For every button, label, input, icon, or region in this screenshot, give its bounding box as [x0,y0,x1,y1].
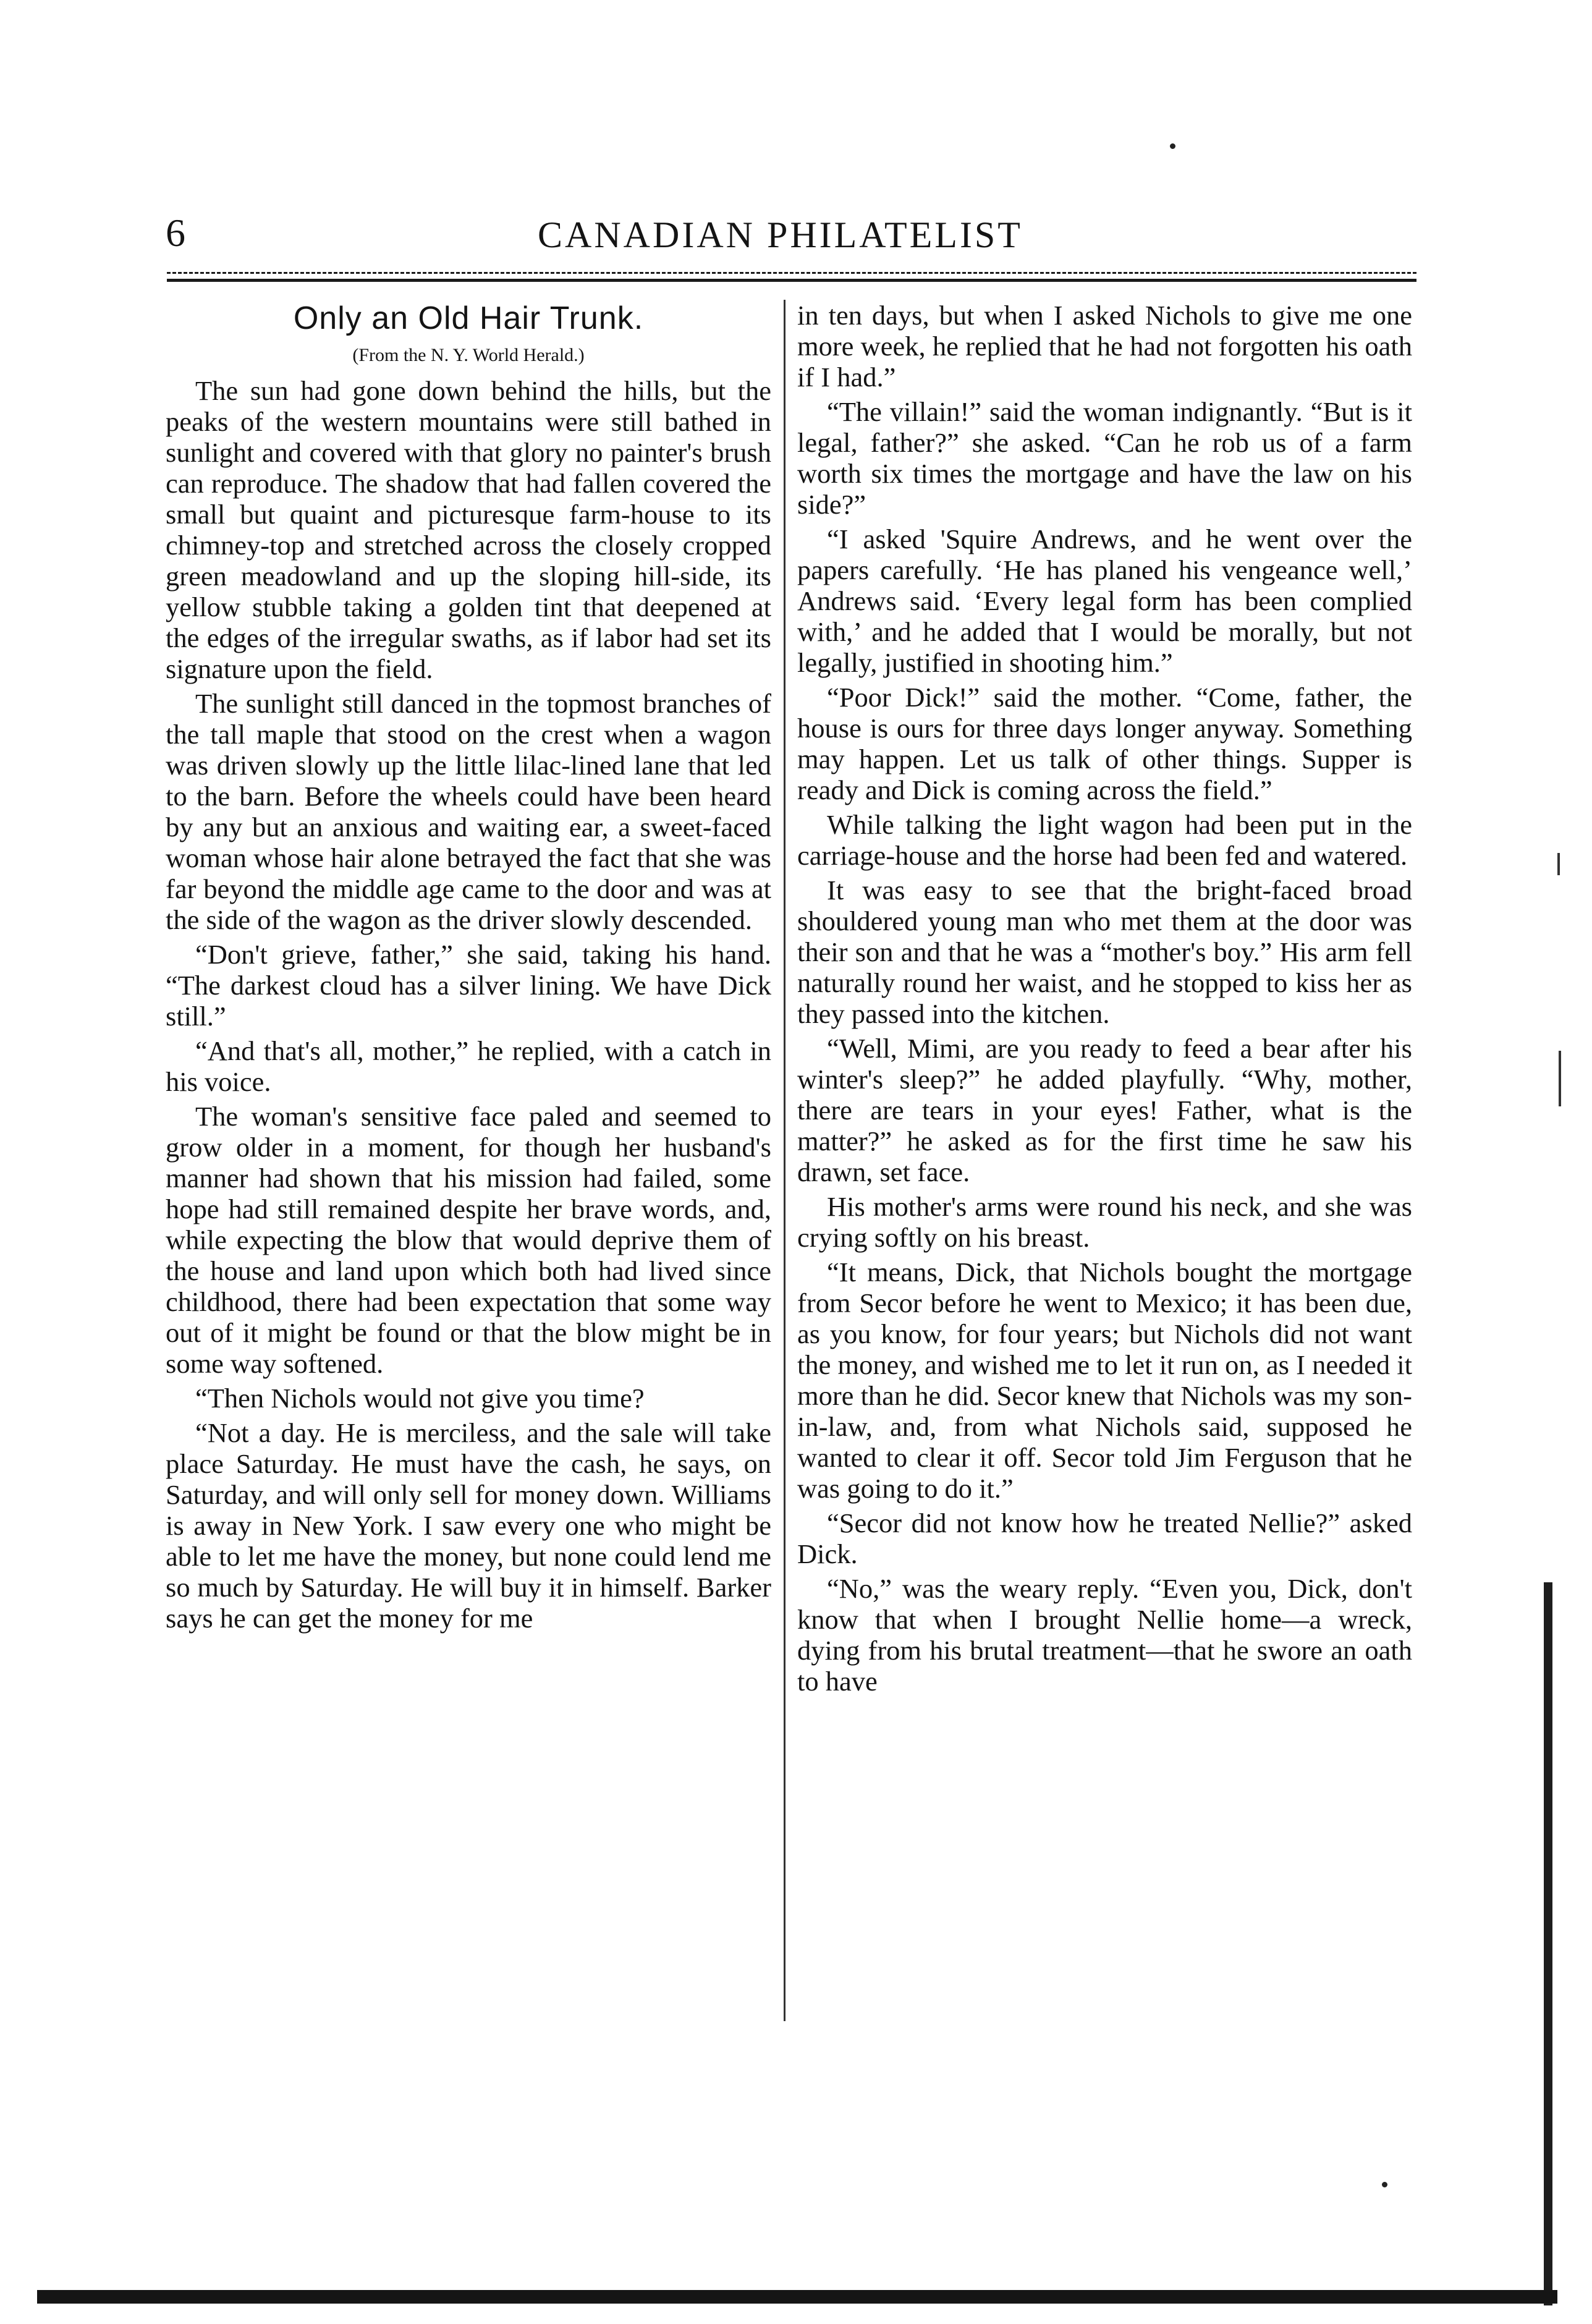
paragraph: “The villain!” said the woman indignantly. “But is it legal, father?” she asked. “Can he rob us of a farm worth six times the mortgage and have the law on his side?” [797,396,1412,520]
paragraph: “I asked 'Squire Andrews, and he went over the papers carefully. ‘He has planed his vengeance well,’ Andrews said. ‘Every legal form has been complied with,’ and he added that I would be morally, but not legally, justified in shooting him.” [797,524,1412,678]
scan-mark [1557,853,1560,875]
paragraph: “Then Nichols would not give you time? [195,1383,645,1414]
article-title: Only an Old Hair Trunk. [293,300,644,336]
paragraph: “Well, Mimi, are you ready to feed a bear after his winter's sleep?” he added playfully. “Why, mother, there are tears in your eyes! Father, what is the matter?” he asked as for the first time he saw his drawn, set face. [797,1033,1412,1187]
article-source: (From the N. Y. World Herald.) [352,345,585,365]
paragraph: The sunlight still danced in the topmost branches of the tall maple that stood on the crest when a wagon was driven slowly up the little lilac-lined lane that led to the barn. Before the wheels could have been heard by any but an anxious and waiting ear, a sweet-faced woman whose hair alone betrayed the fact that she was far beyond the middle age came to the door and was at the side of the wagon as the driver slowly descended. [166,688,771,935]
scan-mark [1559,1051,1561,1106]
paragraph: “Poor Dick!” said the mother. “Come, father, the house is ours for three days longer anyway. Something may happen. Let us talk of other things. Supper is ready and Dick is coming across the field.” [797,682,1412,805]
paragraph: While talking the light wagon had been put in the carriage-house and the horse had been fed and watered. [797,809,1412,871]
paragraph: His mother's arms were round his neck, and she was crying softly on his breast. [797,1191,1412,1253]
paragraph: The woman's sensitive face paled and seemed to grow older in a moment, for though her husband's manner had shown that his mission had failed, some hope had still remained despite her brave words, and, while expecting the blow that would deprive them of the house and land upon which both had lived since childhood, there had been expectation that some way out of it might be found or that the blow might be in some way softened. [166,1101,771,1379]
header-rule [167,279,1416,282]
paragraph: “It means, Dick, that Nichols bought the mortgage from Secor before he went to Mexico; it has been due, as you know, for four years; but Nichols did not want the money, and wished me to let it run on, as I needed it more than he did. Secor knew that Nichols was my son-in-law, and, from what Nichols said, supposed he wanted to clear it off. Secor told Jim Ferguson that he was going to do it.” [797,1257,1412,1504]
paragraph: “Not a day. He is merciless, and the sale will take place Saturday. He must have the cash, he says, on Saturday, and will only sell for money down. Williams is away in New York. I saw every one who might be able to let me have the money, but none could lend me so much by Saturday. He will buy it in himself. Barker says he can get the money for me [166,1417,771,1634]
scan-bottom-edge [37,2290,1557,2304]
running-title: CANADIAN PHILATELIST [538,214,1023,255]
page-number: 6 [166,211,185,255]
paragraph: “Secor did not know how he treated Nellie?” asked Dick. [797,1508,1412,1569]
paragraph: “And that's all, mother,” he replied, with a catch in his voice. [166,1035,771,1097]
paragraph: “No,” was the weary reply. “Even you, Dick, don't know that when I brought Nellie home—a wreck, dying from his brutal treatment—that he swore an oath to have [797,1573,1412,1697]
left-column [166,300,771,1634]
paragraph: “Don't grieve, father,” she said, taking his hand. “The darkest cloud has a silver lining. We have Dick still.” [166,939,771,1032]
paragraph: It was easy to see that the bright-faced broad shouldered young man who met them at the door was their son and that he was a “mother's boy.” His arm fell naturally round her waist, and he stopped to kiss her as they passed into the kitchen. [797,875,1412,1029]
right-column [797,300,1412,1697]
header-rule [167,272,1416,274]
column-divider [784,300,785,2021]
scan-speck [1170,143,1175,149]
paragraph: The sun had gone down behind the hills, but the peaks of the western mountains were still bathed in sunlight and covered with that glory no painter's brush can reproduce. The shadow that had fallen covered the small but quaint and picturesque farm-house to its chimney-top and stretched across the closely cropped green meadowland and up the sloping hill-side, its yellow stubble taking a golden tint that deepened at the edges of the irregular swaths, as if labor had set its signature upon the field. [166,375,771,684]
paragraph-continued: in ten days, but when I asked Nichols to give me one more week, he replied that he had not forgotten his oath if I had.” [797,300,1412,392]
scan-edge-shadow [1544,1582,1552,2305]
scan-speck [1382,2182,1387,2187]
